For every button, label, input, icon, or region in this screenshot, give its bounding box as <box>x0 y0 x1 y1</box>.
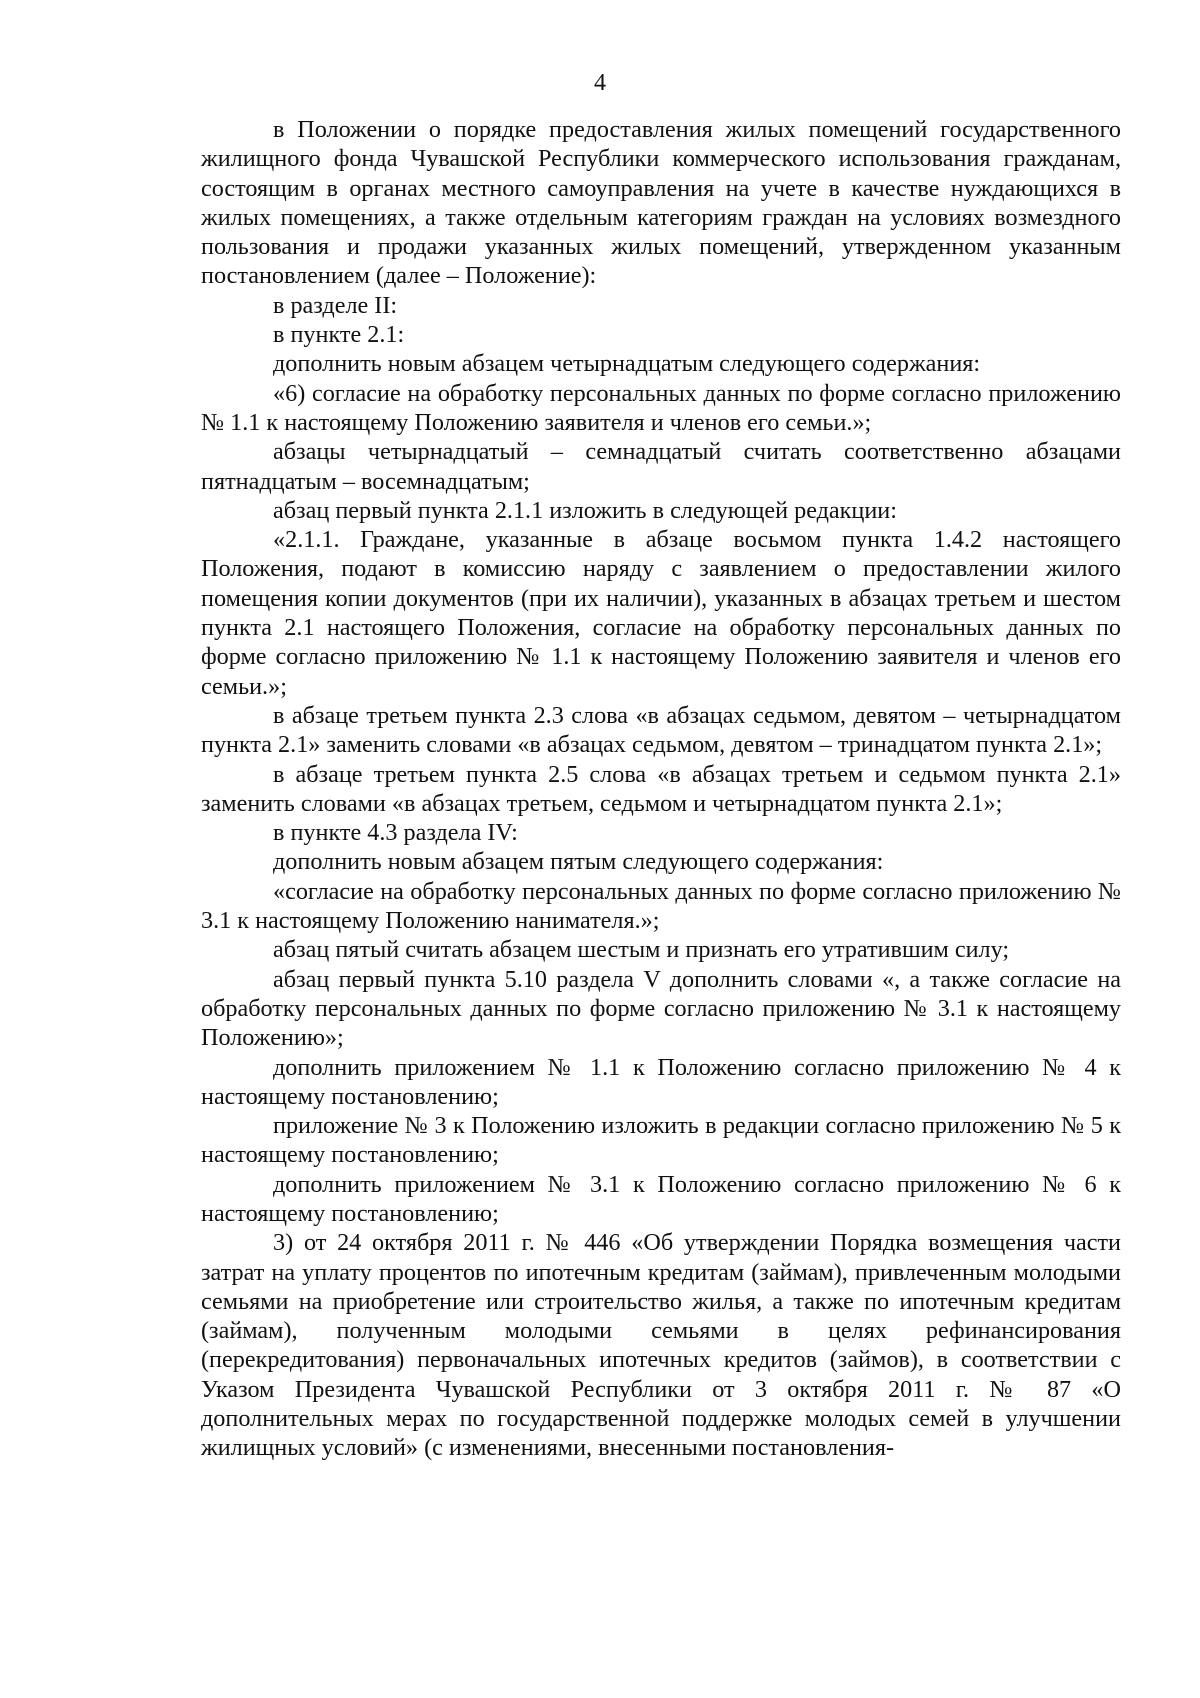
paragraph: в абзаце третьем пункта 2.3 слова «в абзацах седьмом, девятом – четырнадцатом пункта 2.1» заменить словами «в абзацах седьмом, девятом – тринадцатом пункта 2.1»; <box>201 701 1121 759</box>
paragraph: «согласие на обработку персональных данных по форме согласно приложению № 3.1 к настоящему Положению нанимателя.»; <box>201 877 1121 935</box>
paragraph: «6) согласие на обработку персональных данных по форме согласно приложению № 1.1 к настоящему Положению заявителя и членов его семьи.»; <box>201 379 1121 436</box>
paragraph: дополнить новым абзацем четырнадцатым следующего содержания: <box>273 350 981 378</box>
document-body <box>201 115 1121 1463</box>
paragraph: приложение № 3 к Положению изложить в редакции согласно приложению № 5 к настоящему постановлению; <box>201 1112 1121 1169</box>
paragraph: в Положении о порядке предоставления жилых помещений государственного жилищного фонда Чувашской Республики коммерческого использования гражданам, состоящим в органах местного самоуправления на учете в качестве нуждающихся в жилых помещениях, а также отдельным категориям граждан на условиях возмездного пользования и продажи указанных жилых помещений, утвержденном указанным постановлением (далее – Положение): <box>201 116 1121 290</box>
paragraph: в пункте 4.3 раздела IV: <box>273 819 518 847</box>
paragraph: абзац первый пункта 5.10 раздела V дополнить словами «, а также согласие на обработку персональных данных по форме согласно приложению № 3.1 к настоящему Положению»; <box>201 965 1121 1052</box>
paragraph: абзац первый пункта 2.1.1 изложить в следующей редакции: <box>273 496 897 524</box>
page-number: 4 <box>594 70 606 96</box>
paragraph: в абзаце третьем пункта 2.5 слова «в абзацах третьем и седьмом пункта 2.1» заменить словами «в абзацах третьем, седьмом и четырнадцатом пункта 2.1»; <box>201 760 1121 817</box>
paragraph: абзацы четырнадцатый – семнадцатый считать соответственно абзацами пятнадцатым – восемнадцатым; <box>201 438 1121 495</box>
paragraph: в пункте 2.1: <box>273 321 405 349</box>
paragraph: дополнить новым абзацем пятым следующего содержания: <box>273 848 884 876</box>
paragraph: в разделе II: <box>273 291 398 319</box>
paragraph: дополнить приложением № 1.1 к Положению согласно приложению № 4 к настоящему постановлению; <box>201 1053 1121 1110</box>
paragraph: абзац пятый считать абзацем шестым и признать его утратившим силу; <box>273 936 1010 964</box>
paragraph: дополнить приложением № 3.1 к Положению согласно приложению № 6 к настоящему постановлению; <box>201 1170 1121 1227</box>
paragraph: «2.1.1. Граждане, указанные в абзаце восьмом пункта 1.4.2 настоящего Положения, подают в комиссию наряду с заявлением о предоставлении жилого помещения копии документов (при их наличии), указанных в абзацах третьем и шестом пункта 2.1 настоящего Положения, согласие на обработку персональных данных по форме согласно приложению № 1.1 к настоящему Положению заявителя и членов его семьи.»; <box>201 526 1121 700</box>
paragraph: 3) от 24 октября 2011 г. № 446 «Об утверждении Порядка возмещения части затрат на уплату процентов по ипотечным кредитам (займам), привлеченным молодыми семьями на приобретение или строительство жилья, а также по ипотечным кредитам (займам), полученным молодыми семьями в целях рефинансирования (перекредитования) первоначальных ипотечных кредитов (займов), в соответствии с Указом Президента Чувашской Республики от 3 октября 2011 г. № 87 «О дополнительных мерах по государственной поддержке молодых семей в улучшении жилищных условий» (с изменениями, внесенными постановления- <box>201 1229 1121 1462</box>
